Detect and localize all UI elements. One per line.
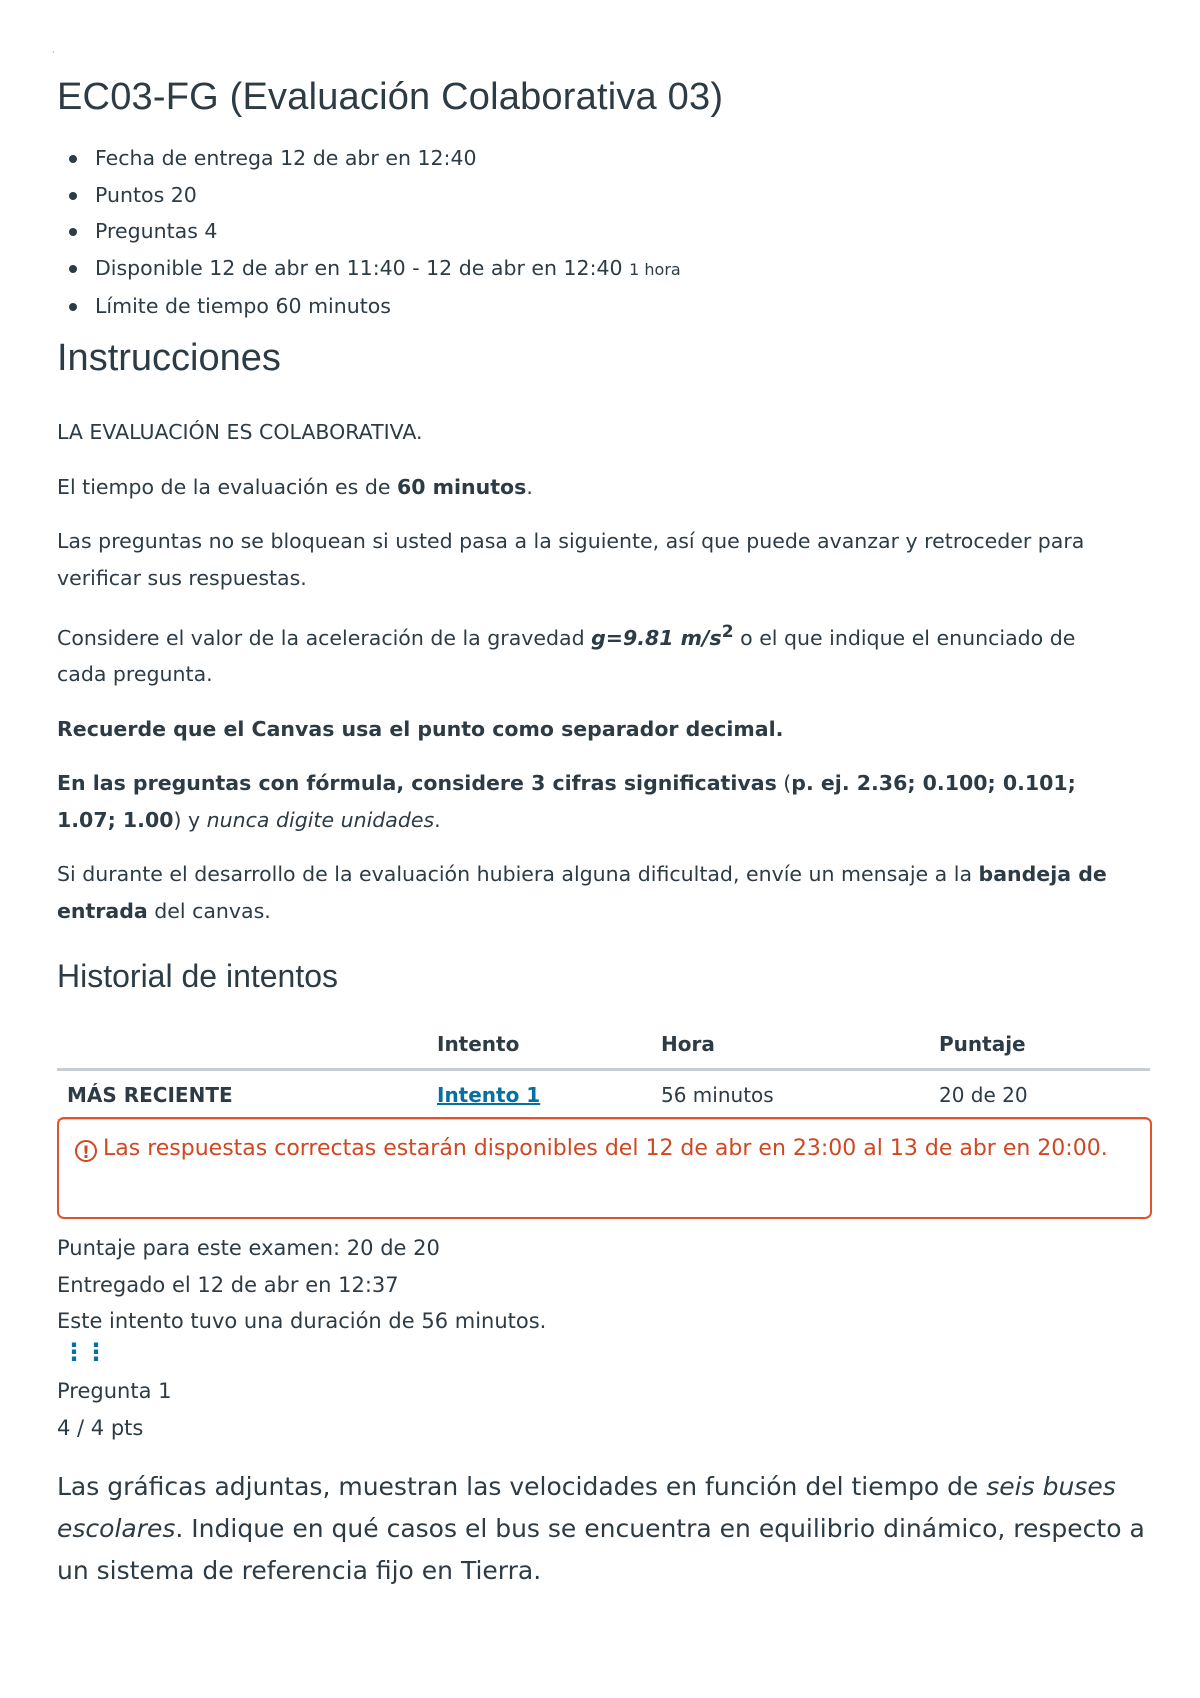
instr-time-value: 60 minutos bbox=[397, 474, 527, 499]
instr-help-post: del canvas. bbox=[147, 898, 271, 923]
row-attempt bbox=[437, 1070, 661, 1120]
instr-decimal bbox=[57, 711, 1107, 748]
table-header-row bbox=[57, 1020, 1150, 1070]
instr-collaborative: LA EVALUACIÓN ES COLABORATIVA. bbox=[57, 420, 423, 444]
question-text bbox=[57, 1466, 1157, 1592]
question-text-post: . Indique en qué casos el bus se encuentra en equilibrio dinámico, respecto a un sistema de referencia fijo en Tierra. bbox=[57, 1514, 1145, 1585]
instr-sigfigs-examples: p. ej. 2.36; 0.100; 0.101; 1.07; 1.00 bbox=[57, 771, 1076, 832]
instr-decimal-text: Recuerde que el Canvas usa el punto como separador decimal. bbox=[57, 716, 784, 741]
submitted-at: Entregado el 12 de abr en 12:37 bbox=[57, 1272, 399, 1297]
question-text-pre: Las gráficas adjuntas, muestran las velocidades en función del tiempo de bbox=[57, 1472, 987, 1501]
gravity-value-text: g=9.81 m/s bbox=[591, 625, 722, 650]
instr-sigfigs-italic: nunca digite unidades bbox=[206, 807, 435, 832]
question-count: Preguntas 4 bbox=[95, 213, 681, 250]
question-header bbox=[57, 1373, 171, 1446]
attempt-duration: Este intento tuvo una duración de 56 minutos. bbox=[57, 1309, 547, 1333]
question-label: Pregunta 1 bbox=[57, 1379, 172, 1403]
gravity-value bbox=[591, 622, 734, 650]
alert-text: Las respuestas correctas estarán disponibles del 12 de abr en 23:00 al 13 de abr en 20:00. bbox=[103, 1136, 1108, 1161]
availability-duration: 1 hora bbox=[629, 259, 681, 279]
page-dot: · bbox=[52, 48, 55, 57]
instructions-body bbox=[57, 414, 1107, 947]
instr-gravity-post: o el que indique el enunciado de cada pregunta. bbox=[57, 625, 1076, 687]
col-blank bbox=[57, 1020, 437, 1070]
instructions-heading: Instrucciones bbox=[57, 337, 281, 379]
attempt-history-table bbox=[57, 1020, 1150, 1120]
drag-handle-icon[interactable]: ⋮⋮ bbox=[62, 1338, 106, 1366]
instr-sigfigs bbox=[57, 765, 1107, 838]
row-time: 56 minutos bbox=[661, 1070, 939, 1120]
instr-sigfigs-end: . bbox=[434, 807, 441, 832]
instr-sigfigs-paren-open: ( bbox=[776, 771, 792, 796]
quiz-title: EC03-FG (Evaluación Colaborativa 03) bbox=[57, 76, 724, 118]
attempt-1-link[interactable]: Intento 1 bbox=[437, 1083, 541, 1107]
col-attempt: Intento bbox=[437, 1020, 661, 1070]
time-limit: Límite de tiempo 60 minutos bbox=[95, 288, 681, 325]
warning-icon: ! bbox=[75, 1140, 97, 1162]
instr-gravity bbox=[57, 614, 1107, 693]
instr-navigation: Las preguntas no se bloquean si usted pasa a la siguiente, así que puede avanzar y retroceder para verificar sus respuestas. bbox=[57, 529, 1085, 590]
question-points: 4 / 4 pts bbox=[57, 1415, 144, 1440]
due-date: Fecha de entrega 12 de abr en 12:40 bbox=[95, 140, 681, 177]
availability bbox=[95, 250, 681, 289]
exam-score: Puntaje para este examen: 20 de 20 bbox=[57, 1236, 440, 1260]
instr-time-post: . bbox=[526, 474, 533, 499]
instr-help-pre: Si durante el desarrollo de la evaluación hubiera alguna dificultad, envíe un mensaje a la bbox=[57, 862, 979, 887]
attempt-summary bbox=[57, 1230, 546, 1340]
table-row bbox=[57, 1070, 1150, 1120]
answers-availability-alert bbox=[57, 1117, 1152, 1219]
quiz-details bbox=[57, 140, 681, 325]
instr-time-pre: El tiempo de la evaluación es de bbox=[57, 474, 397, 499]
instr-time bbox=[57, 469, 1107, 506]
points: Puntos 20 bbox=[95, 177, 681, 214]
instr-help bbox=[57, 856, 1107, 929]
row-label: MÁS RECIENTE bbox=[57, 1070, 437, 1120]
col-score: Puntaje bbox=[939, 1020, 1150, 1070]
availability-range: Disponible 12 de abr en 11:40 - 12 de abr en 12:40 bbox=[95, 255, 623, 280]
row-score: 20 de 20 bbox=[939, 1070, 1150, 1120]
instr-sigfigs-bold: En las preguntas con fórmula, considere 3 cifras significativas bbox=[57, 771, 777, 796]
instr-help-bold: bandeja de entrada bbox=[57, 862, 1107, 923]
history-heading: Historial de intentos bbox=[57, 958, 339, 994]
instr-gravity-pre: Considere el valor de la aceleración de la gravedad bbox=[57, 625, 592, 650]
col-time: Hora bbox=[661, 1020, 939, 1070]
instr-sigfigs-paren-close: ) y bbox=[173, 807, 207, 832]
gravity-exponent: 2 bbox=[721, 622, 734, 642]
question-text-italic: seis buses escolares bbox=[57, 1472, 1116, 1543]
